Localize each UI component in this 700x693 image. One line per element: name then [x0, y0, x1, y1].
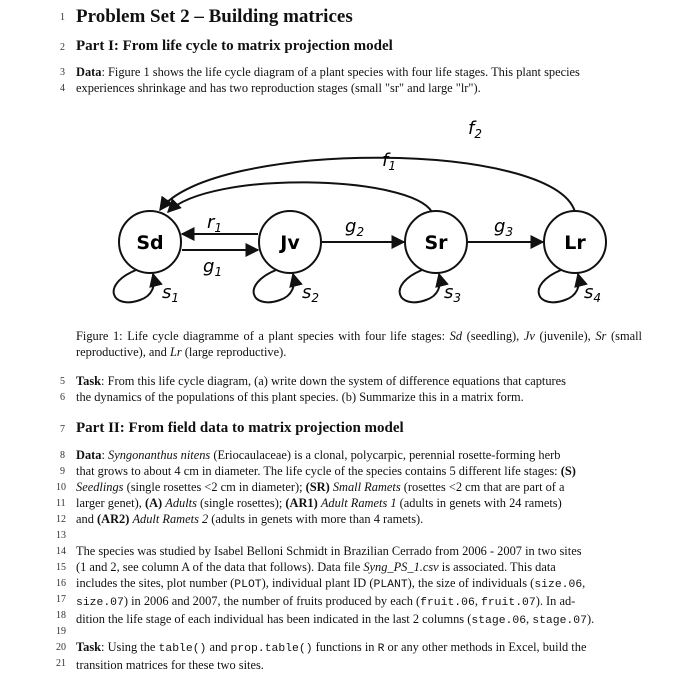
node-sd-label: Sd: [136, 232, 164, 254]
line-number: 17: [56, 594, 66, 605]
part2-data-paragraph: Data: Syngonanthus nitens (Eriocaulaceae) is a clonal, polycarpic, perennial rosette-forming herb that grows to about 4 cm in diameter. The life cycle of the species contains 5 different life stages: (S) Seedlings (single rosettes <2 cm in diameter); (SR) Small Ramets (rosettes <2 cm that are part of a larger genet), (A) Adults (single rosettes); (AR1) Adult Ramets 1 (adults in genets with 24 ramets) and (AR2) Adult Ramets 2 (adults in genets with more than 4 ramets).: [76, 448, 576, 526]
node-jv-label: Jv: [280, 232, 300, 254]
s3-label: $s_3$: [444, 282, 462, 305]
line-number: 2: [60, 42, 65, 53]
self-loop-s1: [114, 270, 154, 302]
r1-label: $r_1$: [207, 212, 223, 235]
g2-label: $g_2$: [345, 216, 365, 239]
self-loop-s4: [539, 270, 579, 302]
fecundity-arc-f2: [160, 158, 575, 212]
line-number: 14: [56, 546, 66, 557]
part2-study-paragraph: The species was studied by Isabel Belloni Schmidt in Brazilian Cerrado from 2006 - 2007 in two sites (1 and 2, see column A of the data that follows). Data file Syng_PS_1.csv is associated. This data includes the sites, plot number (PLOT), individual plant ID (PLANT), the size of individuals (size.06, size.07) in 2006 and 2007, the number of fruits produced by each (fruit.06, fruit.07). In ad- dition the life stage of each individual has been indicated in the last 2 columns (stage.06, stage.07).: [76, 544, 595, 627]
line-number: 3: [60, 67, 65, 78]
self-loop-s3: [400, 270, 440, 302]
line-number: 18: [56, 610, 66, 621]
line-number: 6: [60, 392, 65, 403]
node-sr-label: Sr: [424, 232, 448, 254]
line-number: 12: [56, 514, 66, 525]
line-number: 20: [56, 642, 66, 653]
line-number: 21: [56, 658, 66, 669]
self-loop-s2: [254, 270, 294, 302]
line-number: 10: [56, 482, 66, 493]
line-number: 11: [56, 498, 66, 509]
part1-heading: Part I: From life cycle to matrix projection model: [76, 38, 393, 54]
line-number: 9: [60, 466, 65, 477]
part1-task-paragraph: Task: From this life cycle diagram, (a) write down the system of difference equations that captures the dynamics of the populations of this plant species. (b) Summarize this in a matrix form.: [76, 374, 567, 404]
s2-label: $s_2$: [302, 282, 320, 305]
line-number: 8: [60, 450, 65, 461]
line: experiences shrinkage and has two reproduction stages (small "sr" and large "lr").: [76, 81, 481, 95]
part2-heading: Part II: From field data to matrix projection model: [76, 420, 404, 436]
line-number: 1: [60, 12, 65, 23]
line-number: 16: [56, 578, 66, 589]
page-title: Problem Set 2 – Building matrices: [76, 6, 353, 27]
line-number: 4: [60, 83, 65, 94]
figure-caption: Figure 1: Life cycle diagramme of a plant species with four life stages: Sd (seedling), Jv (juvenile), Sr (small reproductive), and Lr (large reproductive).: [76, 329, 642, 359]
line: Data: Figure 1 shows the life cycle diagram of a plant species with four life stages. This plant species: [76, 65, 580, 79]
line-number: 13: [56, 530, 66, 541]
line-number: 7: [60, 424, 65, 435]
f1-label: $f_1$: [382, 150, 396, 173]
life-cycle-diagram: [0, 0, 700, 330]
node-lr-label: Lr: [564, 232, 586, 254]
line-number: 5: [60, 376, 65, 387]
part2-task-paragraph: Task: Using the table() and prop.table() functions in R or any other methods in Excel, build the transition matrices for these two sites.: [76, 640, 587, 672]
fecundity-arc-f1: [168, 182, 432, 212]
s4-label: $s_4$: [584, 282, 602, 305]
g1-label: $g_1$: [203, 256, 223, 279]
f2-label: $f_2$: [468, 118, 482, 141]
line-number: 19: [56, 626, 66, 637]
s1-label: $s_1$: [162, 282, 180, 305]
g3-label: $g_3$: [494, 216, 514, 239]
line-number: 15: [56, 562, 66, 573]
